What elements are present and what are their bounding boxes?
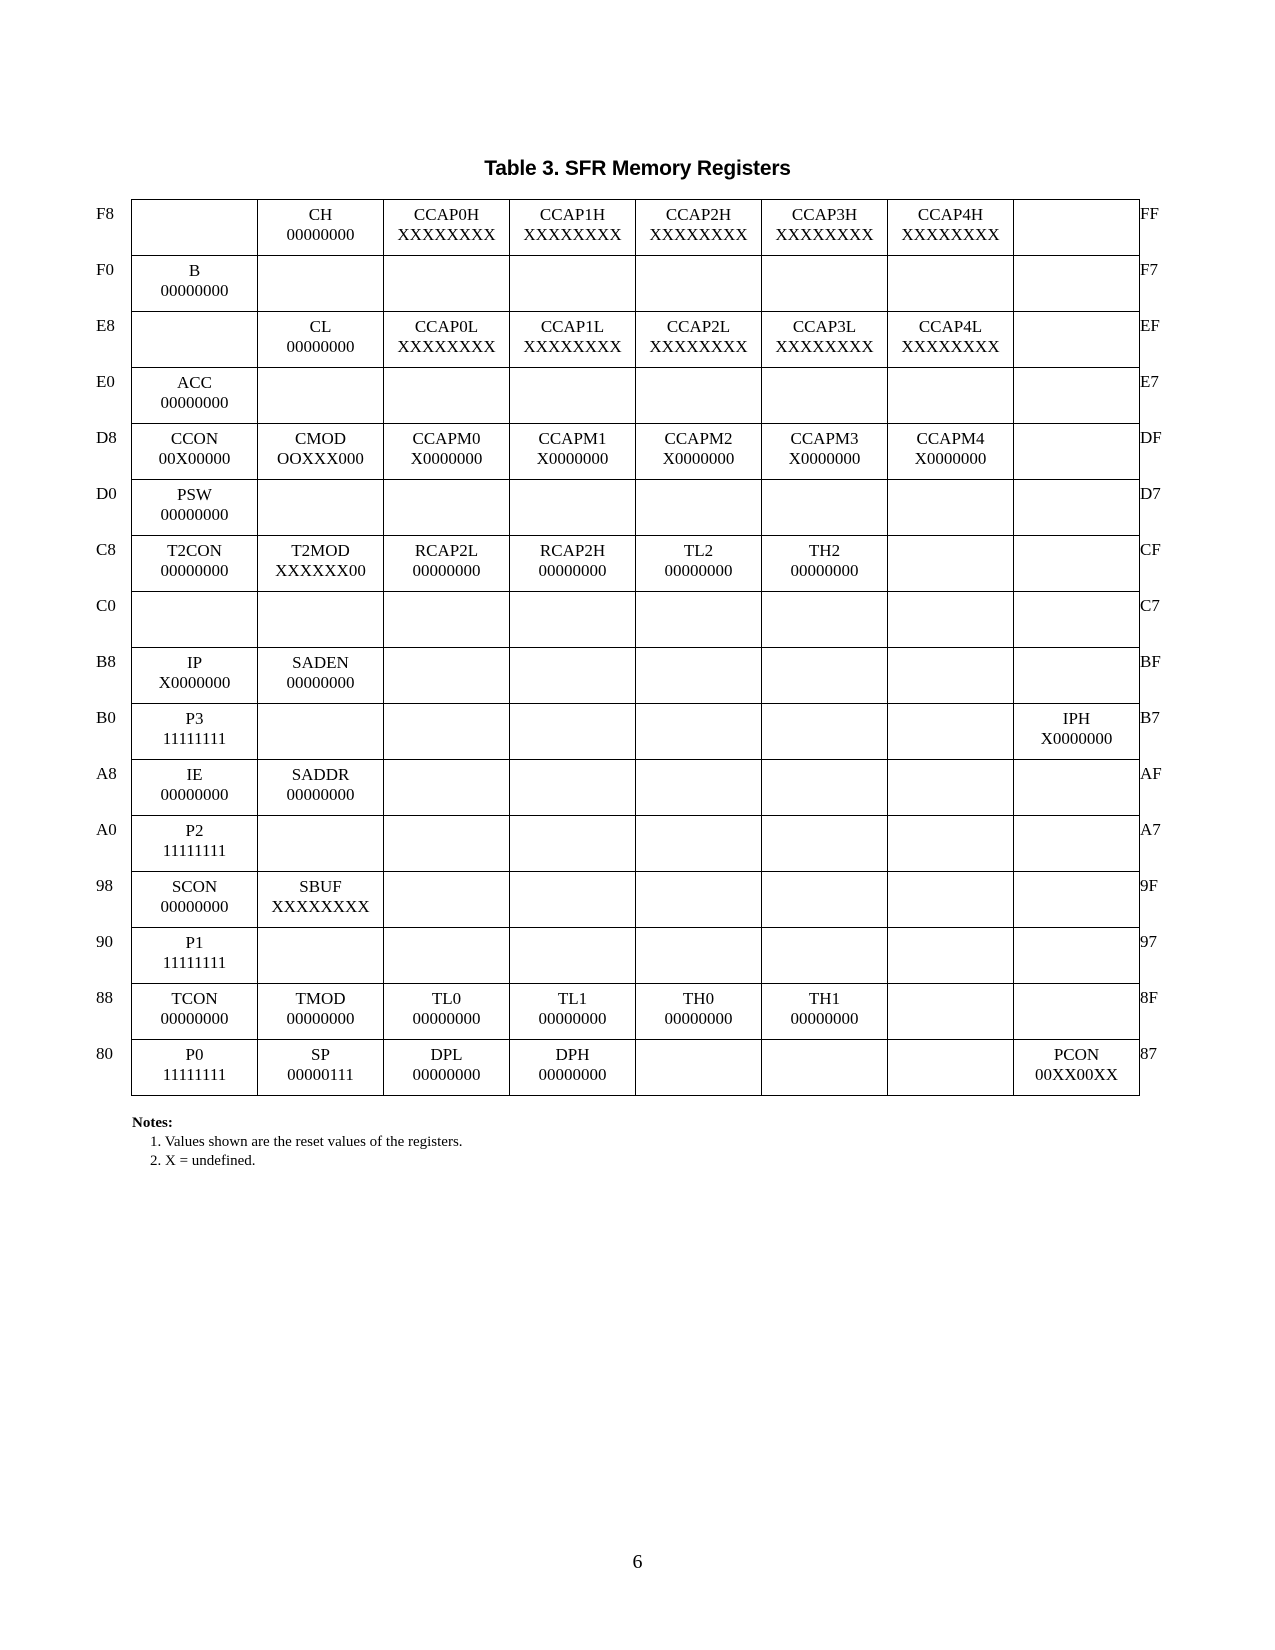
empty-cell: [258, 928, 384, 984]
table-title: Table 3. SFR Memory Registers: [484, 157, 791, 180]
table-row: [132, 1040, 1140, 1096]
register-reset-value: 00000000: [412, 561, 481, 580]
empty-cell: [636, 480, 762, 536]
register-reset-value: 00000000: [790, 1009, 859, 1028]
register-reset-value: X0000000: [536, 449, 609, 468]
register-name: SBUF: [299, 877, 342, 896]
register-name: PCON: [1053, 1045, 1100, 1064]
register-cell: [258, 648, 384, 704]
row-end-address: DF: [1140, 428, 1162, 447]
register-reset-value: XXXXXXXX: [523, 337, 622, 356]
empty-cell: [762, 928, 888, 984]
empty-cell: [1014, 648, 1140, 704]
register-reset-value: 00000000: [286, 225, 355, 244]
register-cell: [258, 200, 384, 256]
register-name: CCAPM2: [664, 429, 733, 448]
empty-cell: [888, 368, 1014, 424]
register-cell: [510, 1040, 636, 1096]
register-cell: [762, 200, 888, 256]
register-reset-value: 00000000: [286, 673, 355, 692]
register-reset-value: X0000000: [914, 449, 987, 468]
register-reset-value: X0000000: [662, 449, 735, 468]
empty-cell: [258, 368, 384, 424]
row-end-address: E7: [1140, 372, 1159, 391]
row-end-address: AF: [1140, 764, 1162, 783]
row-end-address: BF: [1140, 652, 1161, 671]
row-start-address: E8: [96, 316, 115, 335]
register-cell: [888, 312, 1014, 368]
register-reset-value: XXXXXX00: [275, 561, 366, 580]
empty-cell: [510, 872, 636, 928]
empty-cell: [888, 480, 1014, 536]
table-row: [132, 592, 1140, 648]
row-start-address: F8: [96, 204, 114, 223]
row-start-address: A8: [96, 764, 117, 783]
row-end-address: 87: [1140, 1044, 1157, 1063]
empty-cell: [510, 704, 636, 760]
register-name: P2: [185, 821, 204, 840]
register-name: CCAP3H: [791, 205, 858, 224]
row-end-address: D7: [1140, 484, 1161, 503]
row-start-address: B8: [96, 652, 116, 671]
empty-cell: [510, 368, 636, 424]
empty-cell: [636, 760, 762, 816]
register-reset-value: XXXXXXXX: [397, 337, 496, 356]
empty-cell: [258, 592, 384, 648]
empty-cell: [258, 816, 384, 872]
register-reset-value: 11111111: [162, 729, 227, 748]
register-cell: [384, 1040, 510, 1096]
register-cell: [636, 984, 762, 1040]
register-name: SADDR: [291, 765, 350, 784]
register-cell: [510, 312, 636, 368]
row-start-address: F0: [96, 260, 114, 279]
empty-cell: [1014, 816, 1140, 872]
table-row: [132, 536, 1140, 592]
register-name: TMOD: [295, 989, 346, 1008]
register-name: DPH: [555, 1045, 590, 1064]
empty-cell: [384, 816, 510, 872]
empty-cell: [258, 256, 384, 312]
register-name: CCAPM1: [538, 429, 607, 448]
register-name: RCAP2L: [414, 541, 479, 560]
register-name: CMOD: [294, 429, 346, 448]
row-start-address: C0: [96, 596, 116, 615]
empty-cell: [888, 256, 1014, 312]
register-reset-value: 11111111: [162, 1065, 227, 1084]
table-row: [132, 816, 1140, 872]
register-cell: [132, 704, 258, 760]
register-reset-value: 00000000: [160, 1009, 229, 1028]
empty-cell: [384, 368, 510, 424]
row-end-address: 8F: [1140, 988, 1158, 1007]
register-cell: [888, 200, 1014, 256]
register-cell: [888, 424, 1014, 480]
register-cell: [762, 984, 888, 1040]
register-cell: [258, 760, 384, 816]
register-reset-value: X0000000: [1040, 729, 1113, 748]
empty-cell: [762, 592, 888, 648]
empty-cell: [1014, 592, 1140, 648]
empty-cell: [510, 760, 636, 816]
register-cell: [132, 872, 258, 928]
register-cell: [258, 1040, 384, 1096]
register-cell: [132, 928, 258, 984]
register-name: CL: [309, 317, 332, 336]
row-end-address: EF: [1140, 316, 1160, 335]
table-row: [132, 312, 1140, 368]
register-reset-value: XXXXXXXX: [775, 225, 874, 244]
empty-cell: [762, 256, 888, 312]
empty-cell: [510, 816, 636, 872]
register-reset-value: 00000000: [538, 1065, 607, 1084]
register-cell: [1014, 704, 1140, 760]
register-reset-value: 00000000: [160, 281, 229, 300]
empty-cell: [1014, 984, 1140, 1040]
register-name: SADEN: [292, 653, 349, 672]
register-cell: [384, 200, 510, 256]
register-name: P1: [185, 933, 204, 952]
empty-cell: [888, 816, 1014, 872]
register-name: CCAP1H: [539, 205, 606, 224]
register-reset-value: 11111111: [162, 953, 227, 972]
empty-cell: [1014, 480, 1140, 536]
register-name: CCAPM4: [916, 429, 985, 448]
table-row: [132, 928, 1140, 984]
empty-cell: [762, 704, 888, 760]
row-start-address: A0: [96, 820, 117, 839]
empty-cell: [888, 592, 1014, 648]
register-name: CCAP1L: [540, 317, 605, 336]
register-cell: [132, 424, 258, 480]
row-end-address: B7: [1140, 708, 1160, 727]
register-cell: [1014, 1040, 1140, 1096]
register-cell: [132, 368, 258, 424]
note-item: 2. X = undefined.: [150, 1153, 256, 1169]
empty-cell: [636, 592, 762, 648]
table-row: [132, 480, 1140, 536]
empty-cell: [258, 704, 384, 760]
empty-cell: [636, 648, 762, 704]
register-cell: [258, 984, 384, 1040]
empty-cell: [1014, 872, 1140, 928]
register-name: TCON: [171, 989, 218, 1008]
empty-cell: [762, 816, 888, 872]
empty-cell: [636, 928, 762, 984]
register-reset-value: 00000000: [160, 393, 229, 412]
table-row: [132, 872, 1140, 928]
row-start-address: E0: [96, 372, 115, 391]
register-reset-value: XXXXXXXX: [649, 337, 748, 356]
register-name: SCON: [171, 877, 218, 896]
register-name: P0: [185, 1045, 204, 1064]
row-start-address: 90: [96, 932, 113, 951]
empty-cell: [888, 760, 1014, 816]
empty-cell: [1014, 200, 1140, 256]
register-reset-value: 00000000: [286, 337, 355, 356]
register-name: IE: [186, 765, 203, 784]
empty-cell: [384, 592, 510, 648]
empty-cell: [132, 592, 258, 648]
empty-cell: [636, 704, 762, 760]
row-start-address: C8: [96, 540, 116, 559]
empty-cell: [384, 480, 510, 536]
empty-cell: [762, 368, 888, 424]
register-cell: [258, 872, 384, 928]
register-reset-value: XXXXXXXX: [523, 225, 622, 244]
register-reset-value: 00000000: [160, 561, 229, 580]
register-reset-value: 11111111: [162, 841, 227, 860]
empty-cell: [510, 256, 636, 312]
empty-cell: [636, 872, 762, 928]
row-end-address: A7: [1140, 820, 1161, 839]
register-name: IP: [186, 653, 203, 672]
empty-cell: [762, 872, 888, 928]
register-name: TH1: [808, 989, 841, 1008]
empty-cell: [636, 1040, 762, 1096]
register-name: IPH: [1062, 709, 1091, 728]
register-cell: [384, 536, 510, 592]
register-name: TH0: [682, 989, 715, 1008]
table-row: [132, 760, 1140, 816]
empty-cell: [384, 256, 510, 312]
empty-cell: [1014, 368, 1140, 424]
table-row: [132, 704, 1140, 760]
register-reset-value: 00000000: [790, 561, 859, 580]
register-name: CCAP3L: [792, 317, 857, 336]
table-row: [132, 984, 1140, 1040]
register-name: CCAP4H: [917, 205, 984, 224]
register-cell: [132, 1040, 258, 1096]
register-cell: [762, 424, 888, 480]
register-cell: [510, 536, 636, 592]
register-cell: [132, 648, 258, 704]
register-cell: [132, 536, 258, 592]
empty-cell: [384, 648, 510, 704]
empty-cell: [1014, 760, 1140, 816]
register-name: CCAPM0: [412, 429, 481, 448]
table-row: [132, 368, 1140, 424]
register-name: TL2: [683, 541, 714, 560]
empty-cell: [636, 368, 762, 424]
register-name: ACC: [177, 373, 212, 392]
empty-cell: [384, 760, 510, 816]
register-cell: [132, 760, 258, 816]
row-start-address: 80: [96, 1044, 113, 1063]
empty-cell: [258, 480, 384, 536]
notes: [132, 1114, 463, 1171]
register-cell: [762, 536, 888, 592]
register-cell: [258, 536, 384, 592]
register-name: CCON: [170, 429, 219, 448]
register-reset-value: 00000000: [538, 561, 607, 580]
register-reset-value: OOXXX000: [277, 449, 364, 468]
note-item: 1. Values shown are the reset values of the registers.: [150, 1134, 463, 1150]
empty-cell: [1014, 424, 1140, 480]
empty-cell: [762, 480, 888, 536]
register-name: SP: [311, 1045, 330, 1064]
register-reset-value: 00000000: [664, 561, 733, 580]
row-start-address: B0: [96, 708, 116, 727]
register-name: CCAP0L: [414, 317, 479, 336]
register-cell: [132, 816, 258, 872]
register-reset-value: 00000000: [160, 505, 229, 524]
empty-cell: [1014, 312, 1140, 368]
register-reset-value: XXXXXXXX: [775, 337, 874, 356]
register-reset-value: XXXXXXXX: [649, 225, 748, 244]
row-end-address: 97: [1140, 932, 1157, 951]
register-name: TH2: [808, 541, 841, 560]
row-end-address: 9F: [1140, 876, 1158, 895]
register-cell: [636, 200, 762, 256]
register-name: CH: [308, 205, 333, 224]
register-cell: [132, 256, 258, 312]
empty-cell: [1014, 536, 1140, 592]
page-number: 6: [632, 1551, 643, 1573]
row-start-address: 88: [96, 988, 113, 1007]
register-name: CCAP2H: [665, 205, 732, 224]
empty-cell: [510, 928, 636, 984]
empty-cell: [888, 648, 1014, 704]
empty-cell: [384, 928, 510, 984]
register-reset-value: 00000000: [286, 785, 355, 804]
empty-cell: [888, 704, 1014, 760]
row-start-address: 98: [96, 876, 113, 895]
register-cell: [258, 312, 384, 368]
notes-title: Notes:: [132, 1115, 173, 1131]
register-cell: [510, 984, 636, 1040]
row-start-address: D0: [96, 484, 117, 503]
register-reset-value: X0000000: [158, 673, 231, 692]
register-cell: [636, 536, 762, 592]
register-cell: [258, 424, 384, 480]
table-row: [132, 424, 1140, 480]
register-reset-value: 00XX00XX: [1034, 1065, 1119, 1084]
register-reset-value: XXXXXXXX: [901, 225, 1000, 244]
register-reset-value: 00000000: [412, 1065, 481, 1084]
empty-cell: [384, 704, 510, 760]
row-end-address: C7: [1140, 596, 1160, 615]
register-name: CCAPM3: [790, 429, 859, 448]
empty-cell: [1014, 928, 1140, 984]
register-cell: [636, 312, 762, 368]
register-name: RCAP2H: [539, 541, 606, 560]
table-row: [132, 648, 1140, 704]
empty-cell: [762, 760, 888, 816]
register-reset-value: XXXXXXXX: [397, 225, 496, 244]
empty-cell: [636, 816, 762, 872]
register-reset-value: 00000000: [538, 1009, 607, 1028]
table-row: [132, 256, 1140, 312]
register-reset-value: 00000000: [160, 897, 229, 916]
register-cell: [132, 480, 258, 536]
register-cell: [384, 984, 510, 1040]
empty-cell: [762, 1040, 888, 1096]
row-end-address: CF: [1140, 540, 1161, 559]
empty-cell: [762, 648, 888, 704]
register-cell: [132, 984, 258, 1040]
register-reset-value: 00000000: [160, 785, 229, 804]
empty-cell: [888, 1040, 1014, 1096]
register-cell: [510, 200, 636, 256]
register-cell: [636, 424, 762, 480]
empty-cell: [510, 648, 636, 704]
register-name: CCAP4L: [918, 317, 983, 336]
empty-cell: [384, 872, 510, 928]
register-cell: [384, 312, 510, 368]
register-name: CCAP0H: [413, 205, 480, 224]
table-row: [132, 200, 1140, 256]
empty-cell: [888, 928, 1014, 984]
register-name: P3: [185, 709, 204, 728]
register-reset-value: X0000000: [410, 449, 483, 468]
register-cell: [762, 312, 888, 368]
register-cell: [510, 424, 636, 480]
register-name: TL0: [431, 989, 462, 1008]
register-reset-value: X0000000: [788, 449, 861, 468]
sfr-table: [131, 199, 1140, 1096]
register-reset-value: XXXXXXXX: [271, 897, 370, 916]
register-reset-value: 00000000: [412, 1009, 481, 1028]
row-end-address: FF: [1140, 204, 1159, 223]
empty-cell: [636, 256, 762, 312]
register-cell: [384, 424, 510, 480]
register-reset-value: 00000000: [664, 1009, 733, 1028]
sfr-table-body: [132, 200, 1140, 1096]
empty-cell: [510, 480, 636, 536]
register-reset-value: 00X00000: [158, 449, 231, 468]
register-name: T2CON: [167, 541, 222, 560]
row-end-address: F7: [1140, 260, 1158, 279]
register-name: PSW: [177, 485, 212, 504]
empty-cell: [888, 984, 1014, 1040]
empty-cell: [132, 200, 258, 256]
register-name: CCAP2L: [666, 317, 731, 336]
register-name: TL1: [557, 989, 588, 1008]
register-reset-value: 00000111: [287, 1065, 354, 1084]
register-reset-value: XXXXXXXX: [901, 337, 1000, 356]
register-name: B: [188, 261, 201, 280]
empty-cell: [888, 872, 1014, 928]
register-name: DPL: [430, 1045, 463, 1064]
empty-cell: [132, 312, 258, 368]
empty-cell: [1014, 256, 1140, 312]
empty-cell: [888, 536, 1014, 592]
register-reset-value: 00000000: [286, 1009, 355, 1028]
register-name: T2MOD: [291, 541, 350, 560]
row-start-address: D8: [96, 428, 117, 447]
empty-cell: [510, 592, 636, 648]
